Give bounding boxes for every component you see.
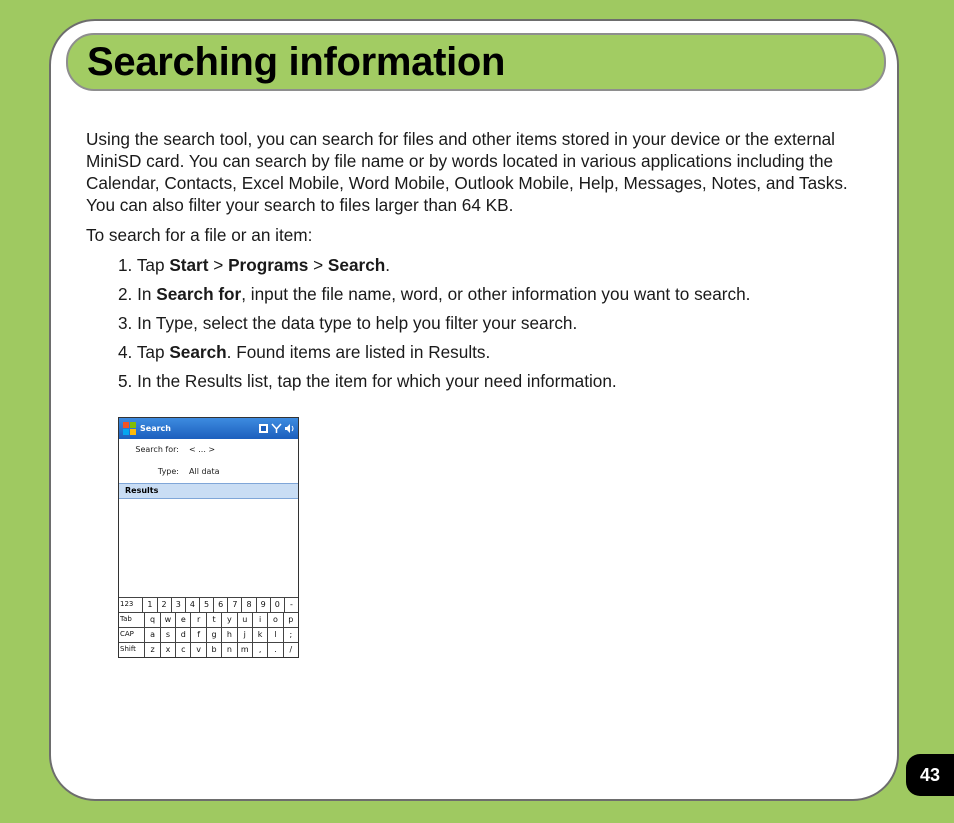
key[interactable]: m xyxy=(238,643,253,657)
step-number: 1. xyxy=(118,255,133,275)
step-text: In the Results list, tap the item for which your need information. xyxy=(137,371,617,391)
key[interactable]: 3 xyxy=(172,598,186,612)
intro-paragraph: Using the search tool, you can search for files and other items stored in your device or the external MiniSD card. You can search by file name or by words located in various applications including the Calendar, Contacts, Excel Mobile, Word Mobile, Outlook Mobile, Help, Messages, Notes, and Tasks. You can also filter your search to files larger than 64 KB. xyxy=(86,129,848,215)
key[interactable]: q xyxy=(145,613,160,627)
content xyxy=(86,128,876,399)
step-bold: Programs xyxy=(228,255,309,275)
key[interactable]: w xyxy=(161,613,176,627)
key[interactable]: y xyxy=(222,613,237,627)
step-bold: Search xyxy=(327,255,386,275)
key-123[interactable]: 123 xyxy=(119,598,143,612)
results-list[interactable] xyxy=(119,499,298,595)
key[interactable]: t xyxy=(207,613,222,627)
key[interactable]: l xyxy=(268,628,283,642)
device-status-icons xyxy=(258,423,295,434)
volume-icon[interactable] xyxy=(284,423,295,434)
key[interactable]: 6 xyxy=(214,598,228,612)
step-2 xyxy=(118,283,876,305)
key[interactable]: ; xyxy=(289,630,293,639)
key[interactable]: , xyxy=(253,643,268,657)
key[interactable]: v xyxy=(191,643,206,657)
title-bar xyxy=(66,33,886,91)
step-5 xyxy=(118,370,876,392)
keyboard-row xyxy=(119,642,298,657)
key[interactable]: f xyxy=(191,628,206,642)
step-text: > xyxy=(208,255,229,275)
step-text: . Found items are listed in Results. xyxy=(226,342,491,362)
key[interactable]: p xyxy=(288,615,294,624)
step-text: In Type, select the data type to help you filter your search. xyxy=(137,313,578,333)
key[interactable]: a xyxy=(145,628,160,642)
key[interactable]: x xyxy=(161,643,176,657)
key[interactable]: / xyxy=(289,645,293,654)
step-1 xyxy=(118,254,876,276)
step-text: > xyxy=(308,255,328,275)
results-header: Results xyxy=(119,483,298,499)
key[interactable]: g xyxy=(207,628,222,642)
key[interactable]: s xyxy=(161,628,176,642)
type-label: Type: xyxy=(157,467,179,476)
search-for-input[interactable]: < ... > xyxy=(189,445,216,454)
key[interactable]: r xyxy=(191,613,206,627)
step-bold: Start xyxy=(169,255,209,275)
key[interactable]: d xyxy=(176,628,191,642)
key[interactable]: 1 xyxy=(143,598,157,612)
steps-list xyxy=(86,254,876,392)
lead-text: To search for a file or an item: xyxy=(86,225,313,245)
key[interactable]: . xyxy=(268,643,283,657)
key[interactable]: z xyxy=(145,643,160,657)
key-tab[interactable]: Tab xyxy=(119,613,145,627)
windows-start-icon[interactable] xyxy=(122,421,137,436)
soft-keyboard xyxy=(119,597,298,657)
key[interactable]: h xyxy=(222,628,237,642)
step-3 xyxy=(118,312,876,334)
key[interactable]: 0 xyxy=(271,598,285,612)
key[interactable]: 8 xyxy=(242,598,256,612)
step-text: , input the file name, word, or other information you want to search. xyxy=(241,284,751,304)
type-select[interactable]: All data xyxy=(189,467,220,476)
key[interactable]: j xyxy=(238,628,253,642)
step-4 xyxy=(118,341,876,363)
key[interactable]: e xyxy=(176,613,191,627)
connectivity-icon[interactable] xyxy=(258,423,269,434)
key[interactable]: o xyxy=(268,613,283,627)
key[interactable]: - xyxy=(290,600,293,609)
step-number: 2. xyxy=(118,284,133,304)
step-text: Tap xyxy=(136,255,170,275)
step-text: Tap xyxy=(136,342,170,362)
step-text: . xyxy=(385,255,391,275)
key[interactable]: 5 xyxy=(200,598,214,612)
key[interactable]: u xyxy=(238,613,253,627)
step-bold: Search xyxy=(169,342,227,362)
step-number: 3. xyxy=(118,313,133,333)
signal-icon[interactable] xyxy=(271,423,282,434)
key[interactable]: k xyxy=(253,628,268,642)
key[interactable]: 4 xyxy=(186,598,200,612)
device-title-bar xyxy=(119,418,298,439)
search-for-row xyxy=(119,439,298,461)
page-number: 43 xyxy=(906,754,954,796)
keyboard-row xyxy=(119,627,298,642)
page-title: Searching information xyxy=(87,40,506,84)
keyboard-row xyxy=(119,597,298,612)
key[interactable]: 9 xyxy=(257,598,271,612)
key[interactable]: 2 xyxy=(158,598,172,612)
device-app-title: Search xyxy=(140,424,171,433)
step-bold: Search for xyxy=(156,284,242,304)
key[interactable]: b xyxy=(207,643,222,657)
type-row xyxy=(119,461,298,483)
device-screenshot xyxy=(118,417,299,658)
key[interactable]: i xyxy=(253,613,268,627)
key[interactable]: 7 xyxy=(228,598,242,612)
step-text: In xyxy=(137,284,157,304)
search-for-label: Search for: xyxy=(135,445,179,454)
keyboard-row xyxy=(119,612,298,627)
key-caps[interactable]: CAP xyxy=(119,628,145,642)
key[interactable]: c xyxy=(176,643,191,657)
key-shift[interactable]: Shift xyxy=(119,643,145,657)
step-number: 4. xyxy=(118,342,133,362)
key[interactable]: n xyxy=(222,643,237,657)
step-number: 5. xyxy=(118,371,133,391)
